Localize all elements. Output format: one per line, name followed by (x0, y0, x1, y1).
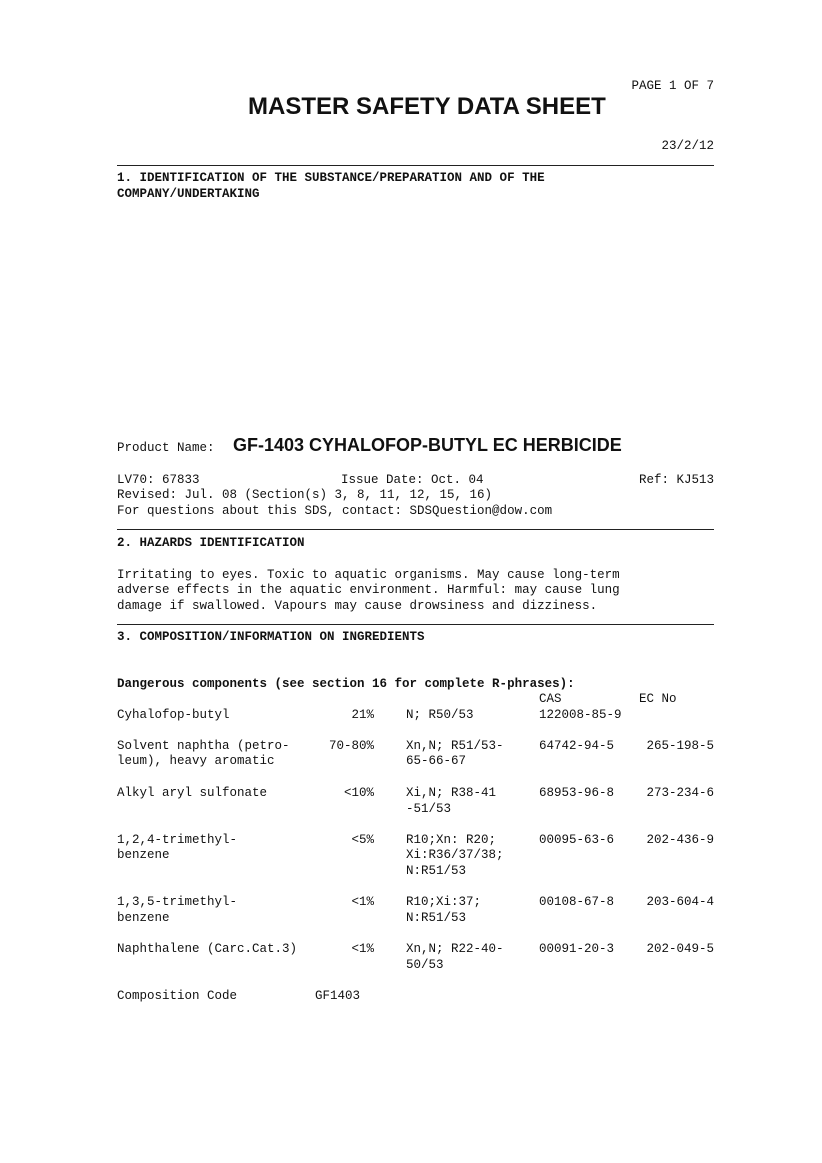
component-name-cont: benzene (117, 848, 170, 862)
component-classification-cont: Xi:R36/37/38; (406, 848, 504, 862)
component-cas: 00095-63-6 (539, 833, 615, 847)
divider (117, 624, 714, 625)
component-classification-cont: N:R51/53 (406, 911, 467, 925)
component-classification: Xn,N; R51/53- (406, 739, 504, 753)
component-classification: Xi,N; R38-41 (406, 786, 497, 800)
issue-date: Issue Date: Oct. 04 (341, 473, 484, 487)
component-ec: 273-234-6 (646, 786, 714, 800)
component-percentage: 21% (351, 708, 374, 722)
section-1-heading-cont: COMPANY/UNDERTAKING (117, 187, 260, 201)
component-name: 1,2,4-trimethyl- (117, 833, 238, 847)
component-name: Solvent naphtha (petro- (117, 739, 290, 753)
hazard-text-line: Irritating to eyes. Toxic to aquatic organisms. May cause long-term (117, 568, 620, 582)
component-percentage: <5% (351, 833, 374, 847)
component-classification-cont: 65-66-67 (406, 754, 467, 768)
component-name: Cyhalofop-butyl (117, 708, 230, 722)
component-cas: 00091-20-3 (539, 942, 615, 956)
component-percentage: <1% (351, 895, 374, 909)
product-name: GF-1403 CYHALOFOP-BUTYL EC HERBICIDE (233, 435, 622, 455)
component-name-cont: benzene (117, 911, 170, 925)
component-cas: 00108-67-8 (539, 895, 615, 909)
section-2-heading: 2. HAZARDS IDENTIFICATION (117, 536, 305, 550)
lv70-code: LV70: 67833 (117, 473, 200, 487)
document-title: MASTER SAFETY DATA SHEET (248, 93, 606, 120)
component-classification-cont: -51/53 (406, 802, 452, 816)
composition-code-value: GF1403 (315, 989, 361, 1003)
component-classification: N; R50/53 (406, 708, 474, 722)
component-name: Naphthalene (Carc.Cat.3) (117, 942, 298, 956)
document-date: 23/2/12 (661, 139, 714, 153)
divider (117, 529, 714, 530)
component-cas: 122008-85-9 (539, 708, 622, 722)
hazard-text-line: damage if swallowed. Vapours may cause drowsiness and dizziness. (117, 599, 598, 613)
product-name-label: Product Name: (117, 441, 215, 455)
dangerous-components-heading: Dangerous components (see section 16 for complete R-phrases): (117, 677, 575, 691)
component-name: Alkyl aryl sulfonate (117, 786, 268, 800)
reference: Ref: KJ513 (638, 473, 714, 487)
composition-code-label: Composition Code (117, 989, 238, 1003)
component-classification: R10;Xi:37; (406, 895, 482, 909)
component-percentage: <1% (351, 942, 374, 956)
ec-column-header: EC No (639, 692, 677, 706)
revised-info: Revised: Jul. 08 (Section(s) 3, 8, 11, 12, 15, 16) (117, 488, 493, 502)
component-classification: R10;Xn: R20; (406, 833, 497, 847)
component-classification-cont: 50/53 (406, 958, 444, 972)
component-ec: 203-604-4 (646, 895, 714, 909)
component-name-cont: leum), heavy aromatic (117, 754, 275, 768)
component-ec: 265-198-5 (646, 739, 714, 753)
component-classification: Xn,N; R22-40- (406, 942, 504, 956)
component-name: 1,3,5-trimethyl- (117, 895, 238, 909)
divider (117, 165, 714, 166)
hazard-text-line: adverse effects in the aquatic environment. Harmful: may cause lung (117, 583, 620, 597)
section-1-heading: 1. IDENTIFICATION OF THE SUBSTANCE/PREPARATION AND OF THE (117, 171, 545, 185)
contact-info: For questions about this SDS, contact: SDSQuestion@dow.com (117, 504, 553, 518)
page-number: PAGE 1 OF 7 (631, 79, 714, 93)
section-3-heading: 3. COMPOSITION/INFORMATION ON INGREDIENTS (117, 630, 425, 644)
component-ec: 202-436-9 (646, 833, 714, 847)
component-percentage: 70-80% (328, 739, 374, 753)
component-ec: 202-049-5 (646, 942, 714, 956)
component-classification-cont: N:R51/53 (406, 864, 467, 878)
component-cas: 64742-94-5 (539, 739, 615, 753)
component-percentage: <10% (343, 786, 374, 800)
cas-column-header: CAS (539, 692, 562, 706)
component-cas: 68953-96-8 (539, 786, 615, 800)
